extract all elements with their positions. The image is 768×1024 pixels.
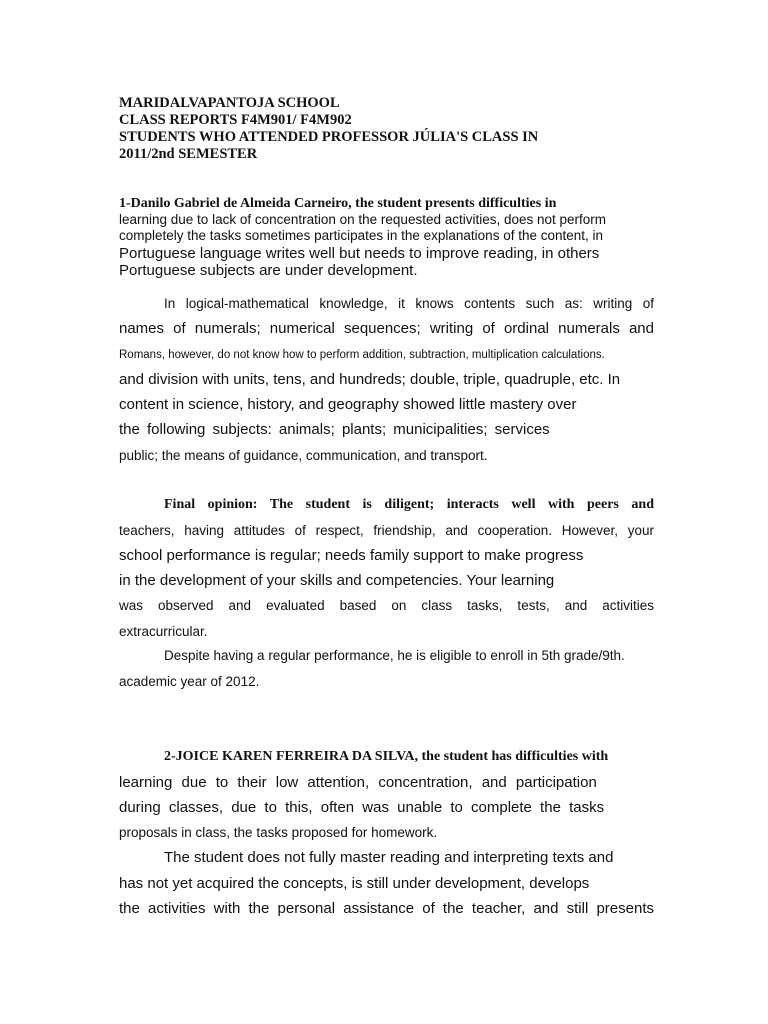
student-1-opinion-line: was observed and evaluated based on class tasks, tests, and activities xyxy=(119,598,654,613)
student-2-reading-line: has not yet acquired the concepts, is still under development, develops xyxy=(119,875,590,892)
student-2-lead: 2-JOICE KAREN FERREIRA DA SILVA, the student has difficulties with xyxy=(164,749,609,764)
student-1-math-line: content in science, history, and geography showed little mastery over xyxy=(119,396,577,413)
student-1-intro-line: learning due to lack of concentration on the requested activities, does not perform xyxy=(119,212,607,227)
student-1-math-line: public; the means of guidance, communication, and transport. xyxy=(119,448,488,463)
student-1-math-line: names of numerals; numerical sequences; writing of ordinal numerals and xyxy=(119,320,654,337)
student-1-opinion-line: in the development of your skills and competencies. Your learning xyxy=(119,572,555,589)
school-name: MARIDALVAPANTOJA SCHOOL xyxy=(119,95,340,111)
student-1-math-line: and division with units, tens, and hundreds; double, triple, quadruple, etc. In xyxy=(119,371,621,388)
student-1-intro-line: completely the tasks sometimes participates in the explanations of the content, in xyxy=(119,228,604,243)
student-1-math-line: Romans, however, do not know how to perform addition, subtraction, multiplication calculations. xyxy=(119,349,605,361)
student-2-reading-line: the activities with the personal assistance of the teacher, and still presents xyxy=(119,900,654,917)
report-semester: 2011/2nd SEMESTER xyxy=(119,146,258,162)
student-1-opinion-line: extracurricular. xyxy=(119,624,208,639)
student-2-intro-line: during classes, due to this, often was unable to complete the tasks xyxy=(119,799,605,816)
student-1-opinion-line: teachers, having attitudes of respect, friendship, and cooperation. However, your xyxy=(119,523,654,538)
student-1-eligibility-line: academic year of 2012. xyxy=(119,674,260,689)
report-subtitle: STUDENTS WHO ATTENDED PROFESSOR JÚLIA'S CLASS IN xyxy=(119,129,539,145)
student-1-math-line: the following subjects: animals; plants; municipalities; services xyxy=(119,421,550,438)
student-2-reading-line: The student does not fully master reading and interpreting texts and xyxy=(164,849,614,866)
student-1-opinion-lead: Final opinion: The student is diligent; interacts well with peers and xyxy=(164,497,654,512)
student-2-intro-line: learning due to their low attention, concentration, and participation xyxy=(119,774,597,791)
student-1-intro-line: Portuguese language writes well but needs to improve reading, in others xyxy=(119,245,600,262)
report-title: CLASS REPORTS F4M901/ F4M902 xyxy=(119,112,352,128)
student-1-eligibility-line: Despite having a regular performance, he is eligible to enroll in 5th grade/9th. xyxy=(164,648,625,663)
student-1-opinion-line: school performance is regular; needs family support to make progress xyxy=(119,547,584,564)
student-1-intro-line: Portuguese subjects are under development. xyxy=(119,262,418,279)
student-1-lead: 1-Danilo Gabriel de Almeida Carneiro, the student presents difficulties in xyxy=(119,196,557,211)
student-1-math-line: In logical-mathematical knowledge, it knows contents such as: writing of xyxy=(164,296,654,311)
student-2-intro-line: proposals in class, the tasks proposed for homework. xyxy=(119,825,438,840)
